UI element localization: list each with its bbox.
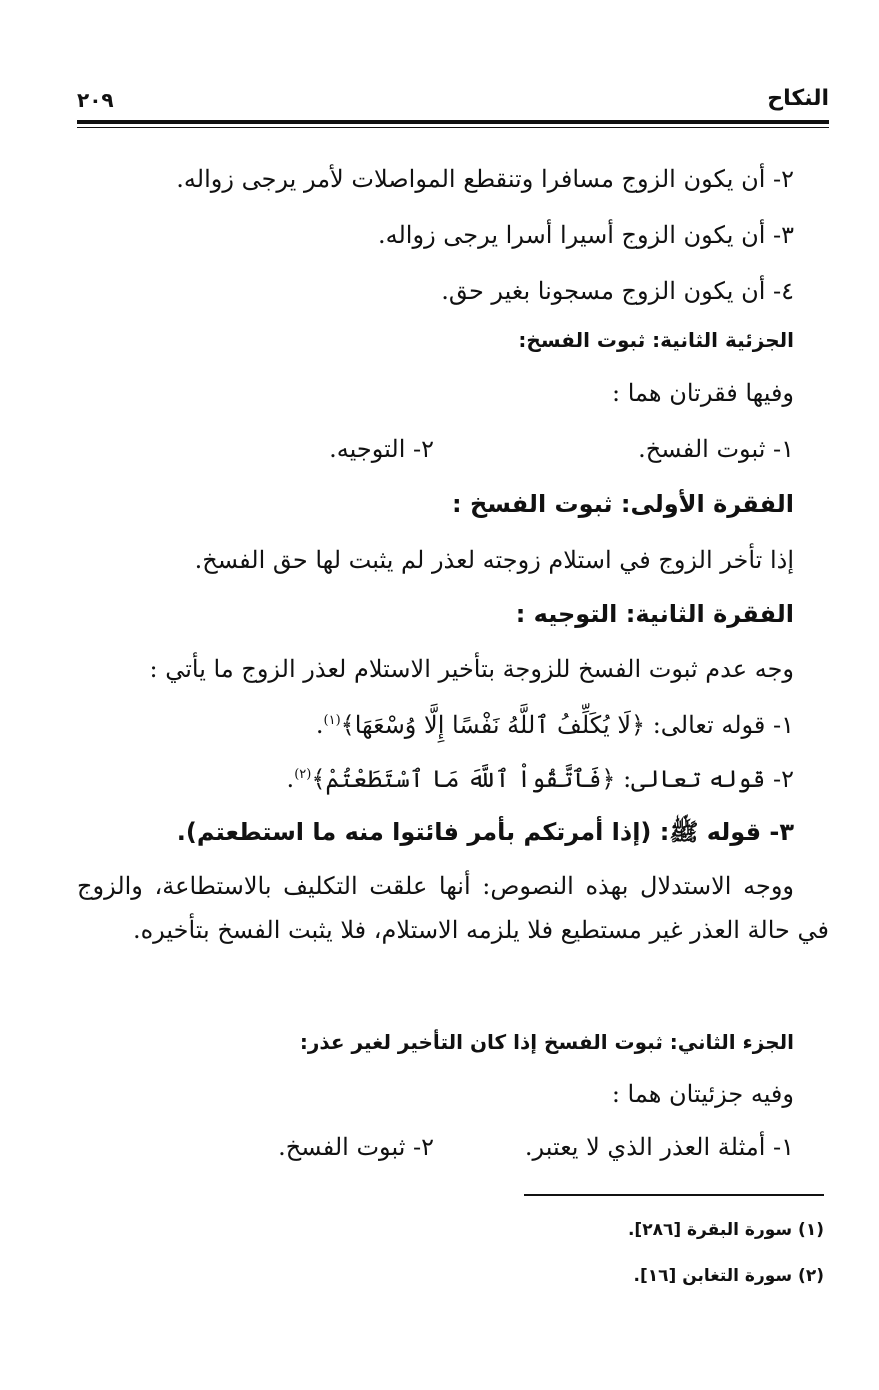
citation-text: ٢- قوله تعالى: ﴿فَٱتَّقُواْ ٱللَّهَ مَا ٱسْتَطَعْتُمْ﴾ xyxy=(311,765,794,793)
text-line: ٤- أن يكون الزوج مسجونا بغير حق. xyxy=(441,277,794,305)
citation-text: ١- قوله تعالى: ﴿لَا يُكَلِّفُ ٱللَّهُ نَفْسًا إِلَّا وُسْعَهَا﴾ xyxy=(340,711,794,739)
footnote-ref: (١) xyxy=(323,713,341,728)
page-number: ٢٠٩ xyxy=(77,88,114,112)
paragraph xyxy=(77,864,829,952)
header-rule-thick xyxy=(77,120,829,124)
running-header xyxy=(77,86,829,120)
hadith-line: ٣- قوله ﷺ: (إذا أمرتكم بأمر فائتوا منه ما استطعتم). xyxy=(176,818,794,846)
paragraph-text: ووجه الاستدلال بهذه النصوص: أنها علقت التكليف بالاستطاعة، والزوج في حالة العذر غير مستطيع فلا يلزمه الاستلام، فلا يثبت الفسخ بتأخيره. xyxy=(77,872,829,944)
footnote-separator xyxy=(524,1194,824,1196)
footnote: (١) سورة البقرة [٢٨٦]. xyxy=(627,1220,824,1240)
list-item: ٢- ثبوت الفسخ. xyxy=(278,1133,434,1161)
quran-citation-line: ٢- قوله تعالى: ﴿فَٱتَّقُواْ ٱللَّهَ مَا ٱسْتَطَعْتُمْ﴾$^{(٢)}$. xyxy=(286,765,794,793)
footnote-ref: (٢) xyxy=(294,767,312,782)
section-heading: الفقرة الأولى: ثبوت الفسخ : xyxy=(451,490,794,518)
text-line: ٣- أن يكون الزوج أسيرا أسرا يرجى زواله. xyxy=(378,221,794,249)
section-heading: الجزء الثاني: ثبوت الفسخ إذا كان التأخير لغير عذر: xyxy=(299,1030,794,1054)
text-line: وفيها فقرتان هما : xyxy=(612,379,794,407)
list-item: ١- ثبوت الفسخ. xyxy=(638,435,794,463)
text-line: ٢- أن يكون الزوج مسافرا وتنقطع المواصلات لأمر يرجى زواله. xyxy=(176,165,794,193)
header-rule-thin xyxy=(77,127,829,128)
list-item: ٢- التوجيه. xyxy=(329,435,434,463)
text-line: إذا تأخر الزوج في استلام زوجته لعذر لم يثبت لها حق الفسخ. xyxy=(194,546,794,574)
text-line: وفيه جزئيتان هما : xyxy=(611,1080,794,1108)
chapter-title: النكاح xyxy=(767,86,829,111)
section-heading: الجزئية الثانية: ثبوت الفسخ: xyxy=(518,328,794,352)
quran-citation-line: ١- قوله تعالى: ﴿لَا يُكَلِّفُ ٱللَّهُ نَفْسًا إِلَّا وُسْعَهَا﴾$^{(١)}$. xyxy=(315,711,794,739)
footnote: (٢) سورة التغابن [١٦]. xyxy=(633,1266,824,1286)
section-heading: الفقرة الثانية: التوجيه : xyxy=(515,600,794,628)
text-line: وجه عدم ثبوت الفسخ للزوجة بتأخير الاستلام لعذر الزوج ما يأتي : xyxy=(149,655,794,683)
list-item: ١- أمثلة العذر الذي لا يعتبر. xyxy=(524,1133,794,1161)
